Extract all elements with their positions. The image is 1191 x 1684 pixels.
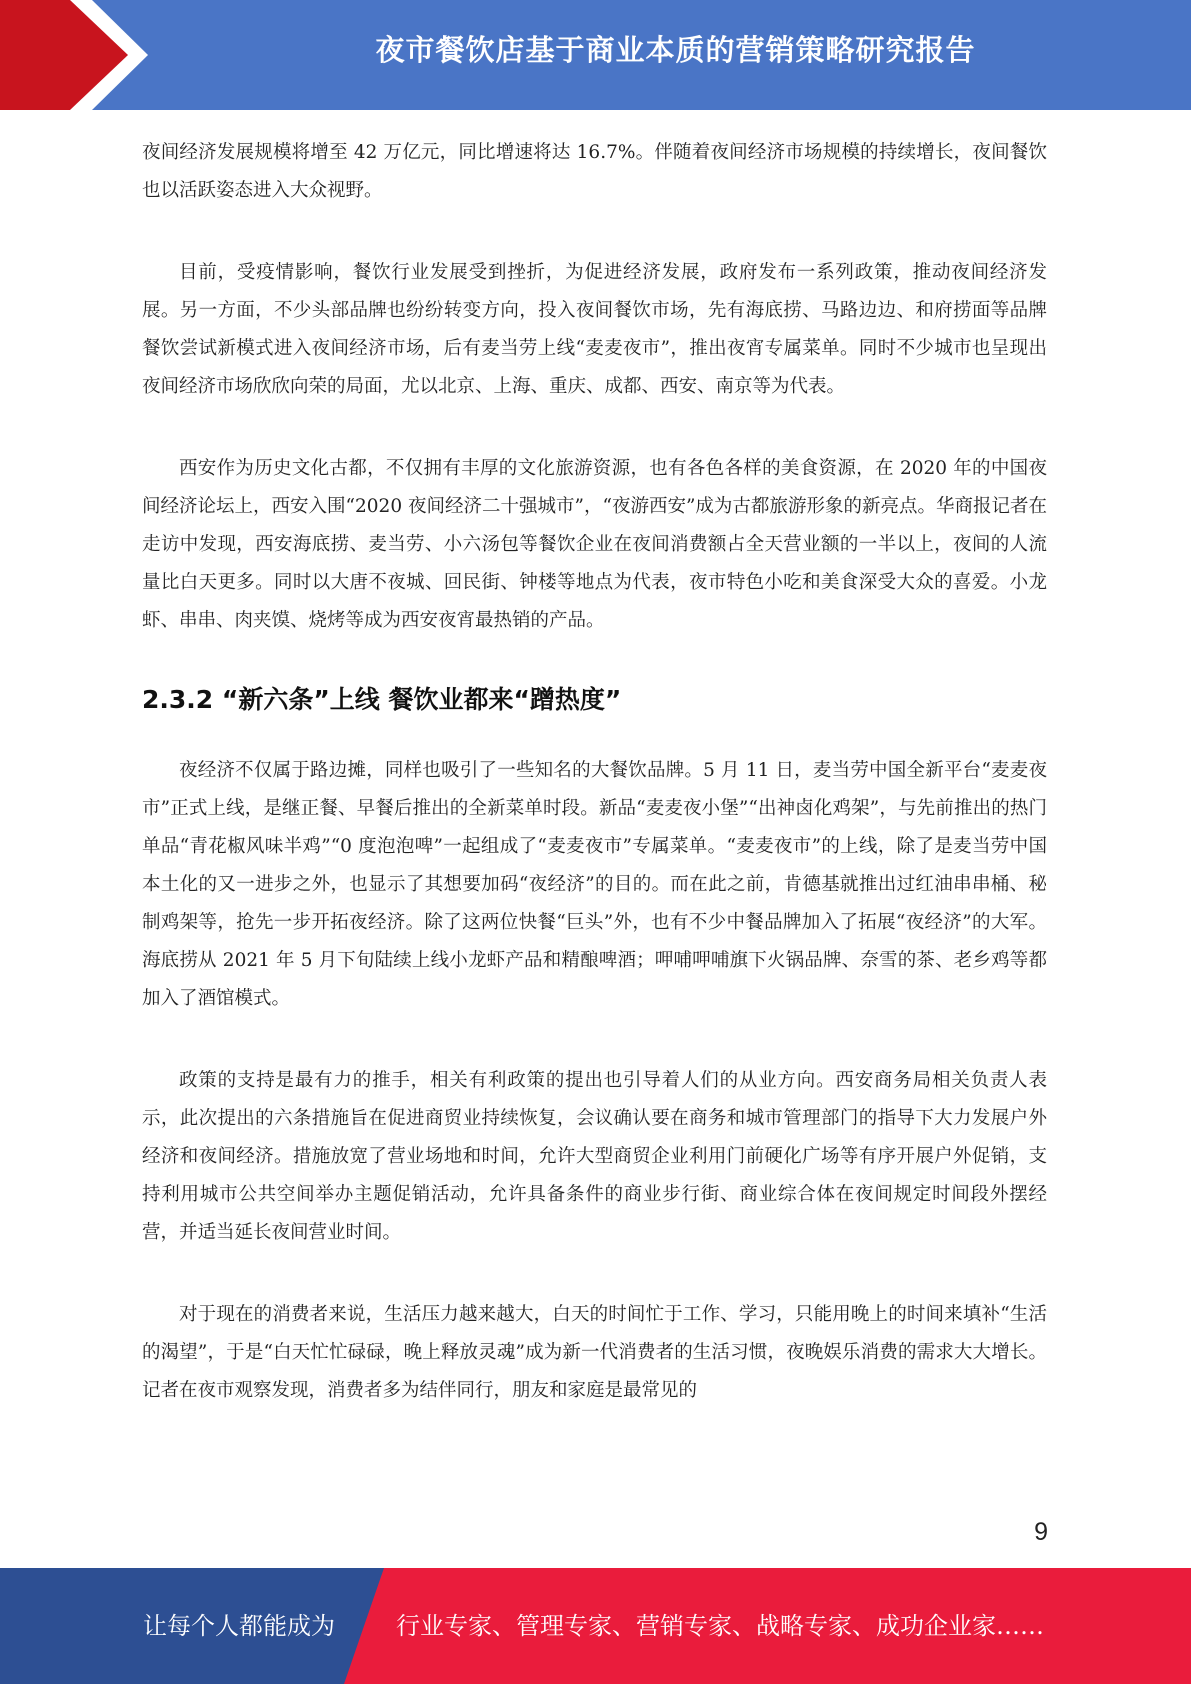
report-title: 夜市餐饮店基于商业本质的营销策略研究报告 <box>375 33 976 67</box>
body-paragraph-1: 夜间经济发展规模将增至 42 万亿元，同比增速将达 16.7%。伴随着夜间经济市场规模的持续增长，夜间餐饮也以活跃姿态进入大众视野。 <box>142 142 1047 201</box>
page-footer <box>0 1568 1191 1684</box>
page-header <box>0 0 1191 110</box>
footer-slogan-left: 让每个人都能成为 <box>143 1612 335 1640</box>
body-paragraph-3: 西安作为历史文化古都，不仅拥有丰厚的文化旅游资源，也有各色各样的美食资源，在 2020 年的中国夜间经济论坛上，西安入围“2020 夜间经济二十强城市”，“夜游西安”成为古都旅游形象的新亮点。华商报记者在走访中发现，西安海底捞、麦当劳、小六汤包等餐饮企业在夜间消费额占全天营业额的一半以上，夜间的人流量比白天更多。同时以大唐不夜城、回民街、钟楼等地点为代表，夜市特色小吃和美食深受大众的喜爱。小龙虾、串串、肉夹馍、烧烤等成为西安夜宵最热销的产品。 <box>142 458 1047 631</box>
red-chevron-decoration <box>0 0 160 110</box>
section-paragraph-3: 对于现在的消费者来说，生活压力越来越大，白天的时间忙于工作、学习，只能用晚上的时间来填补“生活的渴望”，于是“白天忙忙碌碌，晚上释放灵魂”成为新一代消费者的生活习惯，夜晚娱乐消费的需求大大增长。记者在夜市观察发现，消费者多为结伴同行，朋友和家庭是最常见的 <box>142 1304 1047 1401</box>
body-paragraph-2: 目前，受疫情影响，餐饮行业发展受到挫折，为促进经济发展，政府发布一系列政策，推动夜间经济发展。另一方面，不少头部品牌也纷纷转变方向，投入夜间餐饮市场，先有海底捞、马路边边、和府捞面等品牌餐饮尝试新模式进入夜间经济市场，后有麦当劳上线“麦麦夜市”，推出夜宵专属菜单。同时不少城市也呈现出夜间经济市场欣欣向荣的局面，尤以北京、上海、重庆、成都、西安、南京等为代表。 <box>142 262 1047 397</box>
section-paragraph-1: 夜经济不仅属于路边摊，同样也吸引了一些知名的大餐饮品牌。5 月 11 日，麦当劳中国全新平台“麦麦夜市”正式上线，是继正餐、早餐后推出的全新菜单时段。新品“麦麦夜小堡”“出神卤化鸡架”，与先前推出的热门单品“青花椒风味半鸡”“0 度泡泡啤”一起组成了“麦麦夜市”专属菜单。“麦麦夜市”的上线，除了是麦当劳中国本土化的又一进步之外，也显示了其想要加码“夜经济”的目的。而在此之前，肯德基就推出过红油串串桶、秘制鸡架等，抢先一步开拓夜经济。除了这两位快餐“巨头”外，也有不少中餐品牌加入了拓展“夜经济”的大军。海底捞从 2021 年 5 月下旬陆续上线小龙虾产品和精酿啤酒；呷哺呷哺旗下火锅品牌、奈雪的茶、老乡鸡等都加入了酒馆模式。 <box>142 760 1047 1009</box>
section-heading: 2.3.2 “新六条”上线 餐饮业都来“蹭热度” <box>142 685 622 714</box>
page-content <box>142 134 1047 1454</box>
footer-slogan-right: 行业专家、管理专家、营销专家、战略专家、成功企业家…… <box>396 1612 1044 1640</box>
page-number: 9 <box>1034 1518 1048 1546</box>
section-paragraph-2: 政策的支持是最有力的推手，相关有利政策的提出也引导着人们的从业方向。西安商务局相关负责人表示，此次提出的六条措施旨在促进商贸业持续恢复，会议确认要在商务和城市管理部门的指导下大力发展户外经济和夜间经济。措施放宽了营业场地和时间，允许大型商贸企业利用门前硬化广场等有序开展户外促销，支持利用城市公共空间举办主题促销活动，允许具备条件的商业步行街、商业综合体在夜间规定时间段外摆经营，并适当延长夜间营业时间。 <box>142 1070 1047 1243</box>
